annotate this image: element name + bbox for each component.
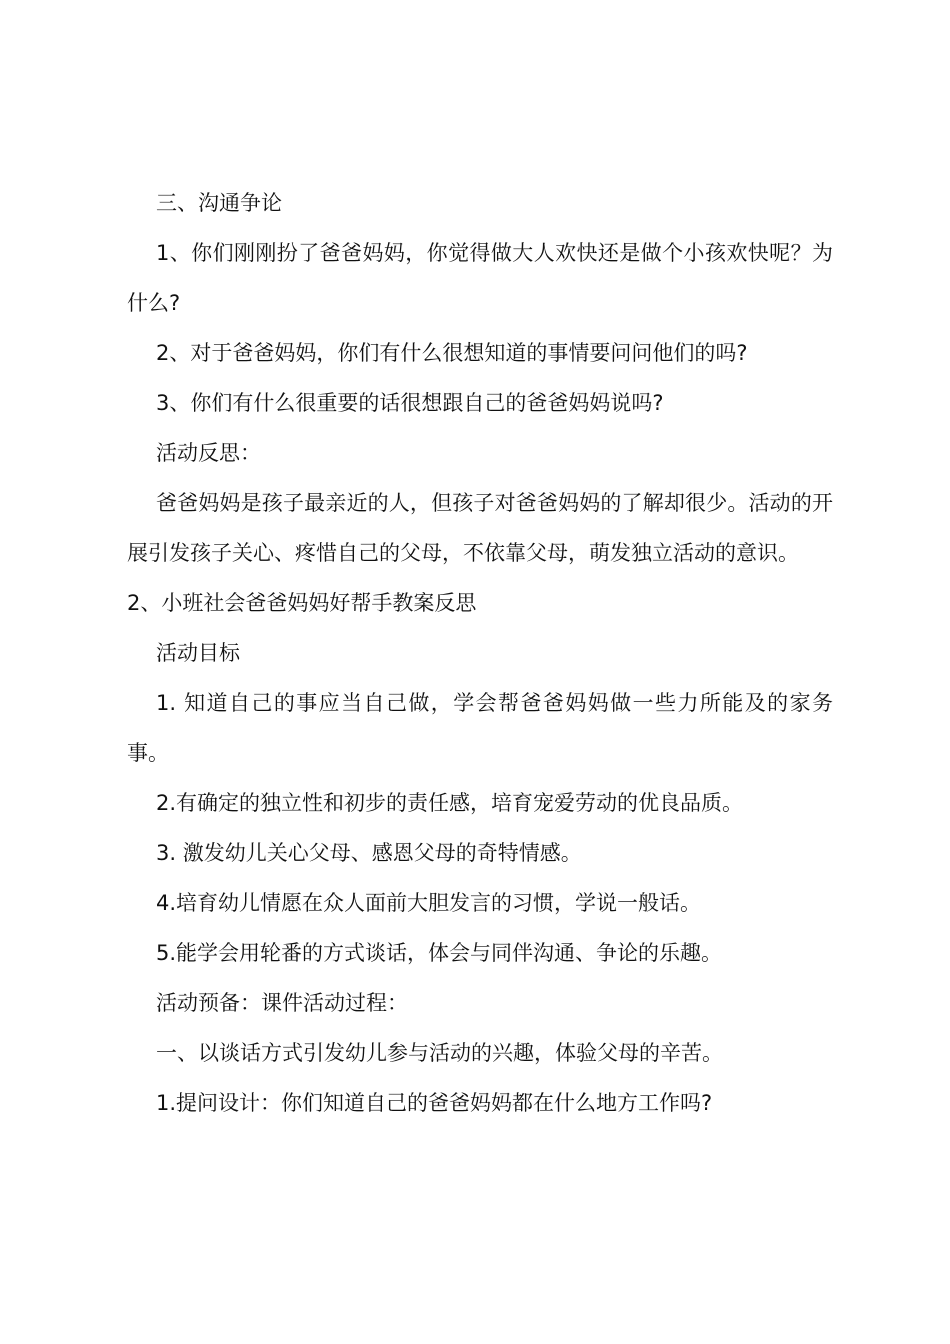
objective-4: 4.培育幼儿情愿在众人面前大胆发言的习惯，学说一般话。 [156,891,702,915]
process-question-1: 1.提问设计：你们知道自己的爸爸妈妈都在什么地方工作吗? [156,1091,713,1115]
discussion-question-1: 1、你们刚刚扮了爸爸妈妈，你觉得做大人欢快还是做个小孩欢快呢？为什么? [127,241,833,315]
discussion-question-3: 3、你们有什么很重要的话很想跟自己的爸爸妈妈说吗? [156,391,664,415]
reflection-heading: 活动反思： [156,441,261,465]
reflection-paragraph: 爸爸妈妈是孩子最亲近的人，但孩子对爸爸妈妈的了解却很少。活动的开展引发孩子关心、疼惜自己的父母，不依靠父母，萌发独立活动的意识。 [127,491,833,565]
lesson-title: 2、小班社会爸爸妈妈好帮手教案反思 [127,591,477,615]
preparation-line: 活动预备：课件活动过程： [156,991,408,1015]
objective-1: 1. 知道自己的事应当自己做，学会帮爸爸妈妈做一些力所能及的家务事。 [127,691,833,765]
objective-2: 2.有确定的独立性和初步的责任感，培育宠爱劳动的优良品质。 [156,791,744,815]
objective-5: 5.能学会用轮番的方式谈话，体会与同伴沟通、争论的乐趣。 [156,941,723,965]
process-step-1: 一、以谈话方式引发幼儿参与活动的兴趣，体验父母的辛苦。 [156,1041,723,1065]
section-heading-discussion: 三、沟通争论 [156,191,282,215]
objectives-heading: 活动目标 [156,641,240,665]
document-body [127,178,833,1128]
discussion-question-2: 2、对于爸爸妈妈，你们有什么很想知道的事情要问问他们的吗? [156,341,748,365]
objective-3: 3. 激发幼儿关心父母、感恩父母的奇特情感。 [156,841,582,865]
